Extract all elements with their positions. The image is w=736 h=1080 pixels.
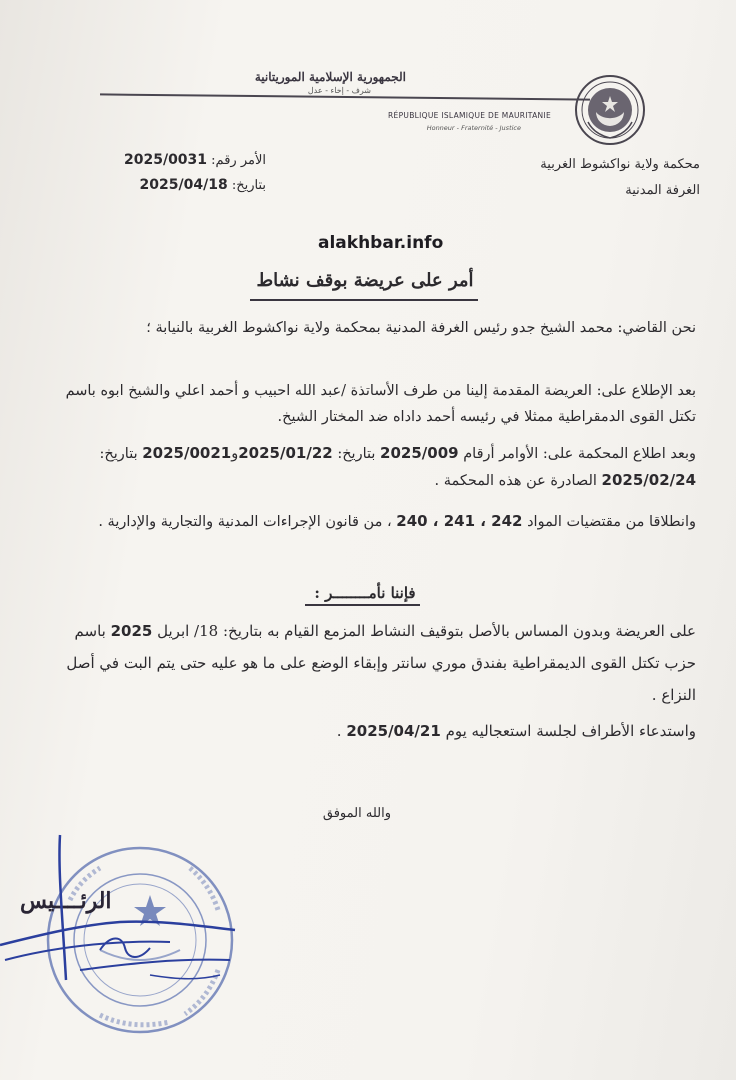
header-arabic-motto: شرف - إخاء - عدل	[307, 86, 371, 95]
paragraph-summons	[40, 718, 696, 744]
header-arabic-republic: الجمهورية الإسلامية الموريتانية	[254, 70, 406, 84]
p3-order-number-2: 2025/0021	[142, 444, 232, 462]
p3-text-f: الصادرة عن هذه المحكمة .	[434, 473, 597, 489]
title-underline	[250, 299, 478, 301]
p3-date-1: 2025/01/22	[238, 444, 333, 462]
order-number: 2025/0031	[123, 152, 208, 168]
header-french-republic: RÉPUBLIQUE ISLAMIQUE DE MAURITANIE	[388, 111, 551, 120]
order-date: 2025/04/18	[139, 177, 228, 193]
p3-text-b: بتاريخ:	[337, 446, 376, 462]
p4-text-b: ، من قانون الإجراءات المدنية والتجارية والإدارية .	[98, 514, 392, 530]
p3-order-number-1: 2025/009	[380, 444, 459, 462]
order-heading-underline	[305, 604, 420, 606]
order-date-label: بتاريخ:	[231, 178, 266, 193]
p5-text-b: باسم حزب تكتل القوى الديمقراطية بفندق موري سانتر وإبقاء الوضع على ما هو عليه حتى يتم البت في أصل النزاع .	[66, 622, 696, 704]
p6-hearing-date: 2025/04/21	[346, 722, 441, 740]
national-seal-icon	[574, 74, 646, 146]
court-chamber: الغرفة المدنية	[625, 183, 700, 198]
order-date-line	[140, 177, 266, 193]
p4-text-a: وانطلاقا من مقتضيات المواد	[527, 514, 696, 530]
document-title: أمر على عريضة بوقف نشاط	[256, 270, 474, 291]
order-number-line	[124, 152, 266, 168]
p5-year: 2025	[110, 622, 153, 640]
p3-text-e: بتاريخ:	[99, 446, 138, 462]
handwritten-signature-icon	[0, 830, 240, 990]
order-number-label: الأمر رقم:	[211, 153, 266, 168]
p6-text-b: .	[336, 722, 342, 740]
closing-phrase: والله الموفق	[322, 806, 391, 821]
court-name: محكمة ولاية نواكشوط الغربية	[540, 157, 700, 172]
paragraph-prior-orders	[40, 440, 696, 494]
p5-text-a: على العريضة وبدون المساس بالأصل بتوقيف النشاط المزمع القيام به بتاريخ: 18/ ابريل	[157, 622, 696, 640]
p3-text-c: و	[231, 446, 239, 462]
p3-date-2: 2025/02/24	[601, 471, 696, 489]
order-heading: فإننا نأمــــــــر :	[314, 584, 416, 602]
paragraph-articles	[40, 508, 696, 535]
p6-text-a: واستدعاء الأطراف لجلسة استعجاليه يوم	[445, 722, 696, 740]
watermark: alakhbar.info	[318, 233, 444, 253]
p4-article-numbers: 240 ، 241 ، 242	[396, 512, 523, 530]
paragraph-petition: بعد الإطلاع على: العريضة المقدمة إلينا من طرف الأساتذة /عبد الله احبيب و أحمد اعلي والشيخ ابوه باسم تكتل القوى الدمقراطية ممثلا في رئيسه أحمد داداه ضد المختار الشيخ.	[65, 383, 696, 425]
header-french-motto: Honneur - Fraternité - Justice	[426, 124, 521, 132]
p3-text-a: وبعد اطلاع المحكمة على: الأوامر أرقام	[463, 446, 696, 462]
paragraph-decision	[40, 615, 696, 711]
paragraph-judge: نحن القاضي: محمد الشيخ جدو رئيس الغرفة المدنية بمحكمة ولاية نواكشوط الغربية بالنيابة ؛	[146, 320, 696, 336]
signature-title: الرئــــيس	[20, 888, 112, 914]
